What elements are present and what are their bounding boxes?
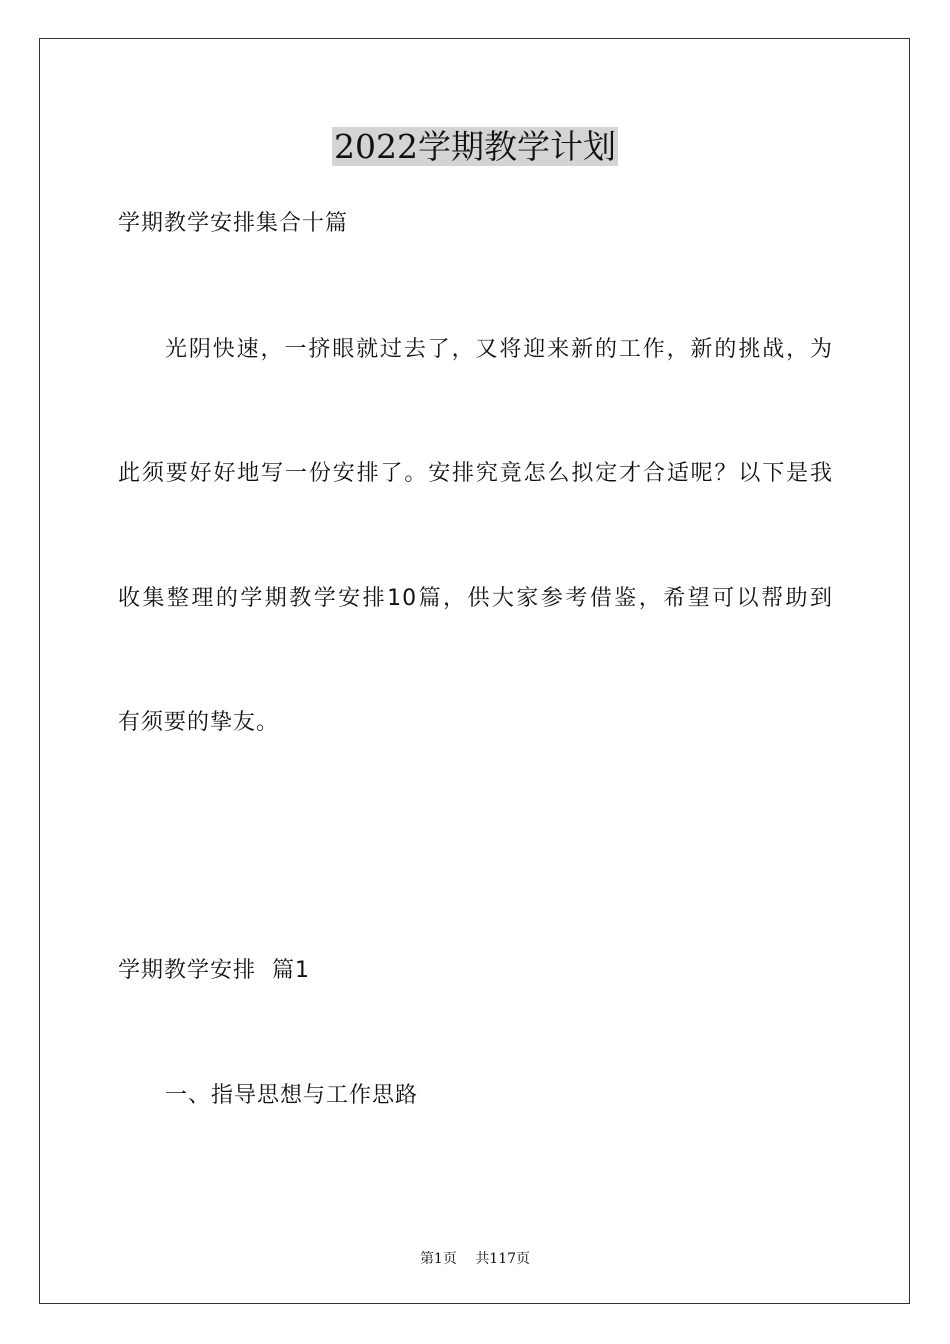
document-title: 2022学期教学计划 (334, 127, 616, 166)
intro-line-1: 光阴快速，一挤眼就过去了，又将迎来新的工作，新的挑战，为 (165, 337, 833, 362)
page-footer (0, 1248, 950, 1268)
document-title-wrap (0, 127, 950, 167)
intro-line-3: 收集整理的学期教学安排10篇，供大家参考借鉴，希望可以帮助到 (118, 586, 833, 611)
document-subtitle: 学期教学安排集合十篇 (118, 211, 349, 236)
subsection-heading: 一、指导思想与工作思路 (165, 1083, 419, 1108)
intro-line-4: 有须要的挚友。 (118, 710, 280, 735)
section-heading: 学期教学安排 篇1 (118, 958, 310, 983)
intro-line-2: 此须要好好地写一份安排了。安排究竟怎么拟定才合适呢？以下是我 (118, 461, 833, 486)
page-total: 共117页 (475, 1251, 531, 1267)
page-number: 第1页 (419, 1251, 457, 1267)
